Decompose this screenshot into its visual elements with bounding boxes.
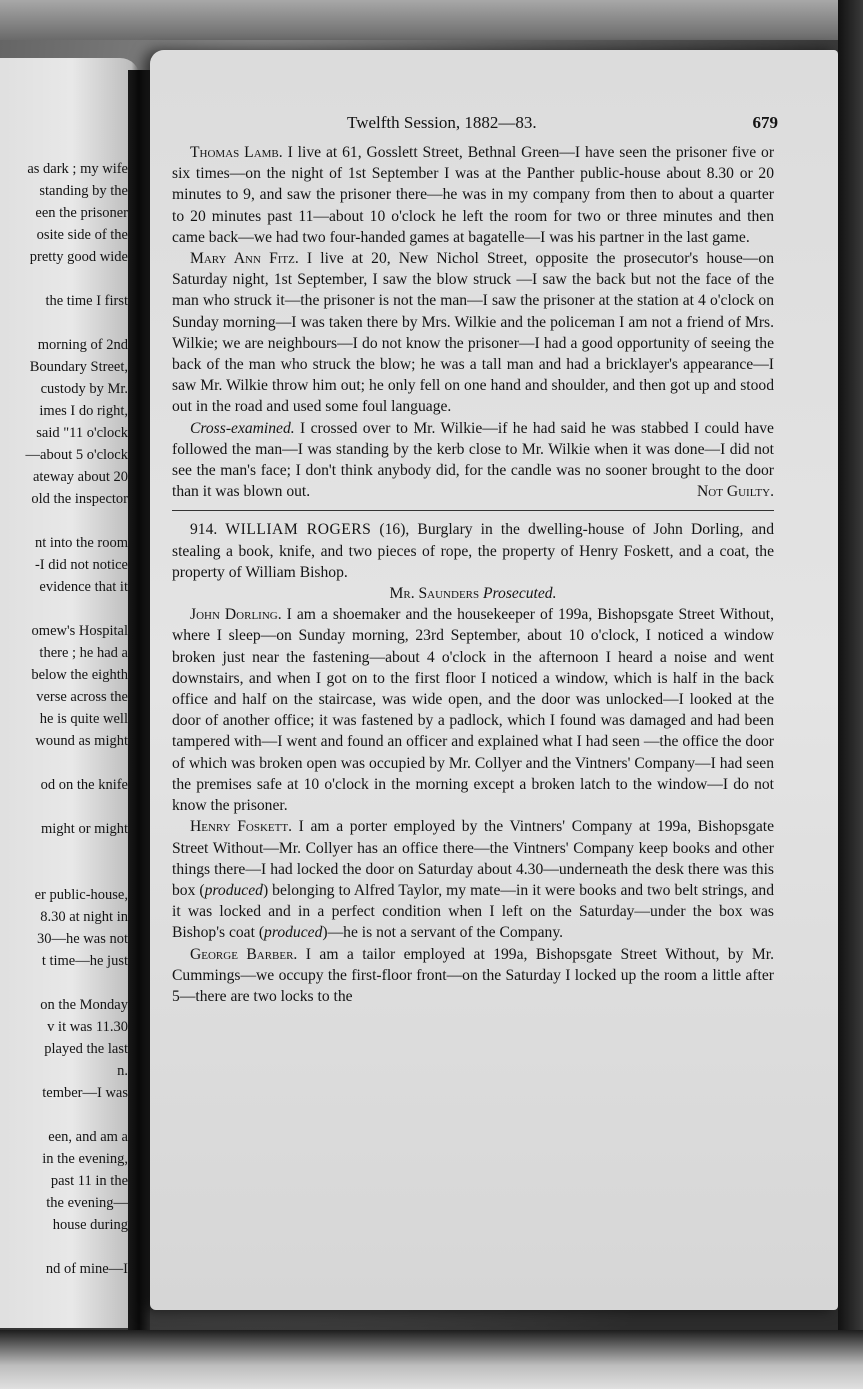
defendant-age: (16), xyxy=(379,521,410,539)
speaker-name: George Barber. xyxy=(190,945,298,963)
left-page-line: v it was 11.30 xyxy=(47,1019,128,1035)
left-page-line xyxy=(0,510,128,532)
left-page-line xyxy=(0,972,128,994)
prosecuted-label: Prosecuted. xyxy=(483,585,557,603)
left-page-line: pretty good wide xyxy=(29,249,128,265)
case-number: 914. xyxy=(190,521,218,539)
testimony-text: I am a tailor employed at 199a, Bishopsgate Street Without, by Mr. Cummings—we occupy the first-floor front—on the Saturday I locked up the room a little after 5—there are two locks to the xyxy=(172,945,774,1005)
left-page-line: 30—he was not xyxy=(36,931,128,947)
testimony-thomas-lamb xyxy=(172,142,774,248)
verdict: Not Guilty. xyxy=(697,483,774,501)
testimony-text: )—he is not a servant of the Company. xyxy=(322,924,564,942)
cross-examined-label: Cross-examined. xyxy=(190,419,295,437)
left-page-line: played the last xyxy=(44,1041,128,1057)
left-page-line: house during xyxy=(52,1217,128,1233)
left-page-line: Boundary Street, xyxy=(29,359,128,375)
prosecutor-name: Mr. Saunders xyxy=(389,585,480,603)
left-page-line: below the eighth xyxy=(31,667,128,683)
cross-examination xyxy=(172,418,774,503)
left-page-line xyxy=(0,1236,128,1258)
left-page-line: wound as might xyxy=(35,733,128,749)
testimony-text: I live at 61, Gosslett Street, Bethnal Green—I have seen the prisoner five or six times—on the night of 1st September I was at the Panther public-house about 8.30 or 20 minutes to 9, and saw the prisoner there—he was in my company from then to about a quarter to 20 minutes past 11—about 10 o'clock he left the room for two or three minutes and then came back—we had two four-handed games at bagatelle—I was his partner in the last game. xyxy=(172,144,775,246)
left-page-line: evidence that it xyxy=(39,579,128,595)
speaker-name: Henry Foskett. xyxy=(190,818,292,836)
left-page-line: old the inspector xyxy=(31,491,128,507)
left-page-line xyxy=(0,862,128,884)
left-page-line: een the prisoner xyxy=(35,205,128,221)
book-right-edge xyxy=(838,0,863,1389)
left-page-line xyxy=(0,752,128,774)
left-page-line: er public-house, xyxy=(34,887,128,903)
left-page-line: the time I first xyxy=(45,293,128,309)
left-page-line: on the Monday xyxy=(40,997,128,1013)
left-page-line: tember—I was xyxy=(42,1085,128,1101)
left-page-line: verse across the xyxy=(36,689,128,705)
defendant-name: WILLIAM ROGERS xyxy=(225,521,372,539)
testimony-text: I am a porter employed by the Vintners' Company at 199a, Bishopsgate Street Without—Mr. Collyer has an office there—the Vintners' Company keep books and other things there—I had locked the door on Saturday about 4.30—underneath the desk there was this box ( xyxy=(172,818,775,899)
running-years: 1882—83. xyxy=(464,113,537,132)
left-page-line: 8.30 at night in xyxy=(40,909,128,925)
left-page-line: custody by Mr. xyxy=(40,381,128,397)
running-title-text: Twelfth Session, xyxy=(347,113,461,132)
left-page-line: n. xyxy=(117,1063,128,1079)
left-page-line: omew's Hospital xyxy=(31,623,128,639)
left-page-line xyxy=(0,268,128,290)
left-page-line: t time—he just xyxy=(41,953,128,969)
left-page-text xyxy=(0,158,128,1280)
left-page-line xyxy=(0,598,128,620)
speaker-name: John Dorling. xyxy=(190,606,282,624)
left-page-line: might or might xyxy=(41,821,128,837)
book-bottom-edge xyxy=(0,1330,863,1389)
left-page-line: he is quite well xyxy=(39,711,128,727)
left-page-line: nd of mine—I xyxy=(45,1261,128,1277)
left-page-line: —about 5 o'clock xyxy=(25,447,128,463)
speaker-name: Mary Ann Fitz. xyxy=(190,250,299,268)
left-page-line: imes I do right, xyxy=(39,403,128,419)
left-page-line: there ; he had a xyxy=(39,645,128,661)
left-page-line: nt into the room xyxy=(34,535,128,551)
left-page-line: as dark ; my wife xyxy=(27,161,128,177)
page-number: 679 xyxy=(752,113,778,132)
left-page-line: ateway about 20 xyxy=(32,469,128,485)
running-title xyxy=(347,112,537,133)
left-page-line xyxy=(0,312,128,334)
left-page-line: od on the knife xyxy=(40,777,128,793)
left-page-line xyxy=(0,1104,128,1126)
prosecution-line xyxy=(172,583,774,604)
case-heading xyxy=(172,519,774,583)
testimony-george-barber xyxy=(172,944,774,1008)
testimony-text: ) belonging to Alfred Taylor, my mate—in it were books and two belt strings, and it was locked and in a perfect condition when I left on the Saturday—under the box was Bishop's coat ( xyxy=(172,881,774,942)
left-page-line: standing by the xyxy=(39,183,128,199)
produced-note: produced xyxy=(204,881,263,899)
left-page-line: morning of 2nd xyxy=(37,337,128,353)
left-page xyxy=(0,58,140,1328)
testimony-henry-foskett xyxy=(172,816,774,943)
testimony-text: I am a shoemaker and the housekeeper of 199a, Bishopsgate Street Without, where I sleep—on Sunday morning, 23rd September, about 10 o'clock, I noticed a window broken just near the fastening—about 4 o'clock in the afternoon I heard a noise and went downstairs, and when I got on to the first floor I noticed a window, which is half in the back office and half on the staircase, was wide open, and the door was unlocked—I looked at the door of another office; it was fastened by a padlock, which I found was damaged and had been tampered with—I went and found an officer and explained what I had seen —the office the door of which was broken open was occupied by Mr. Collyer and the Vintners' Company—I had seen the premises safe at 10 o'clock in the morning except a broken latch to the window—I do not know the prisoner. xyxy=(172,606,774,815)
book-top-edge xyxy=(0,0,863,40)
produced-note: produced xyxy=(264,924,323,942)
left-page-line: een, and am a xyxy=(48,1129,128,1145)
speaker-name: Thomas Lamb. xyxy=(190,144,283,161)
page-body xyxy=(172,112,778,1007)
testimony-text: I live at 20, New Nichol Street, opposite the prosecutor's house—on Saturday night, 1st September, I saw the blow struck —I saw the back but not the face of the man who struck it—the prisoner is not the man—I saw the prisoner at the station at 4 o'clock on Sunday morning—I was taken there by Mrs. Wilkie and the policeman I am not a friend of Mrs. Wilkie; we are neighbours—I do not know the prisoner—I had a good opportunity of seeing the back of the man who struck the blow; he was a tall man and had a bricklayer's appearance—I saw Mr. Wilkie throw him out; he only fell on one hand and shoulder, and then got up and stood out in the road and used some foul language. xyxy=(172,250,774,416)
case-divider xyxy=(172,510,774,511)
left-page-line: past 11 in the xyxy=(50,1173,128,1189)
left-page-line: -I did not notice xyxy=(34,557,128,573)
running-head xyxy=(172,112,778,136)
left-page-line: said "11 o'clock xyxy=(36,425,128,441)
charge-text: Burglary in the dwelling-house of John Dorling, and stealing a book, knife, and two pieces of rope, the property of Henry Foskett, and a coat, the property of William Bishop. xyxy=(172,521,774,581)
left-page-line: the evening— xyxy=(46,1195,128,1211)
book-spine xyxy=(128,70,150,1340)
left-page-line xyxy=(0,796,128,818)
testimony-mary-ann-fitz xyxy=(172,248,774,418)
left-page-line xyxy=(0,840,128,862)
testimony-john-dorling xyxy=(172,604,774,816)
testimony-text: I crossed over to Mr. Wilkie—if he had said he was stabbed I could have followed the man—I was standing by the kerb close to Mr. Wilkie when it was done—I did not see the man's face; I don't think anybody did, for the candle was no sooner brought to the door than it was blown out. xyxy=(172,419,774,501)
left-page-line: osite side of the xyxy=(36,227,128,243)
left-page-line: in the evening, xyxy=(42,1151,128,1167)
